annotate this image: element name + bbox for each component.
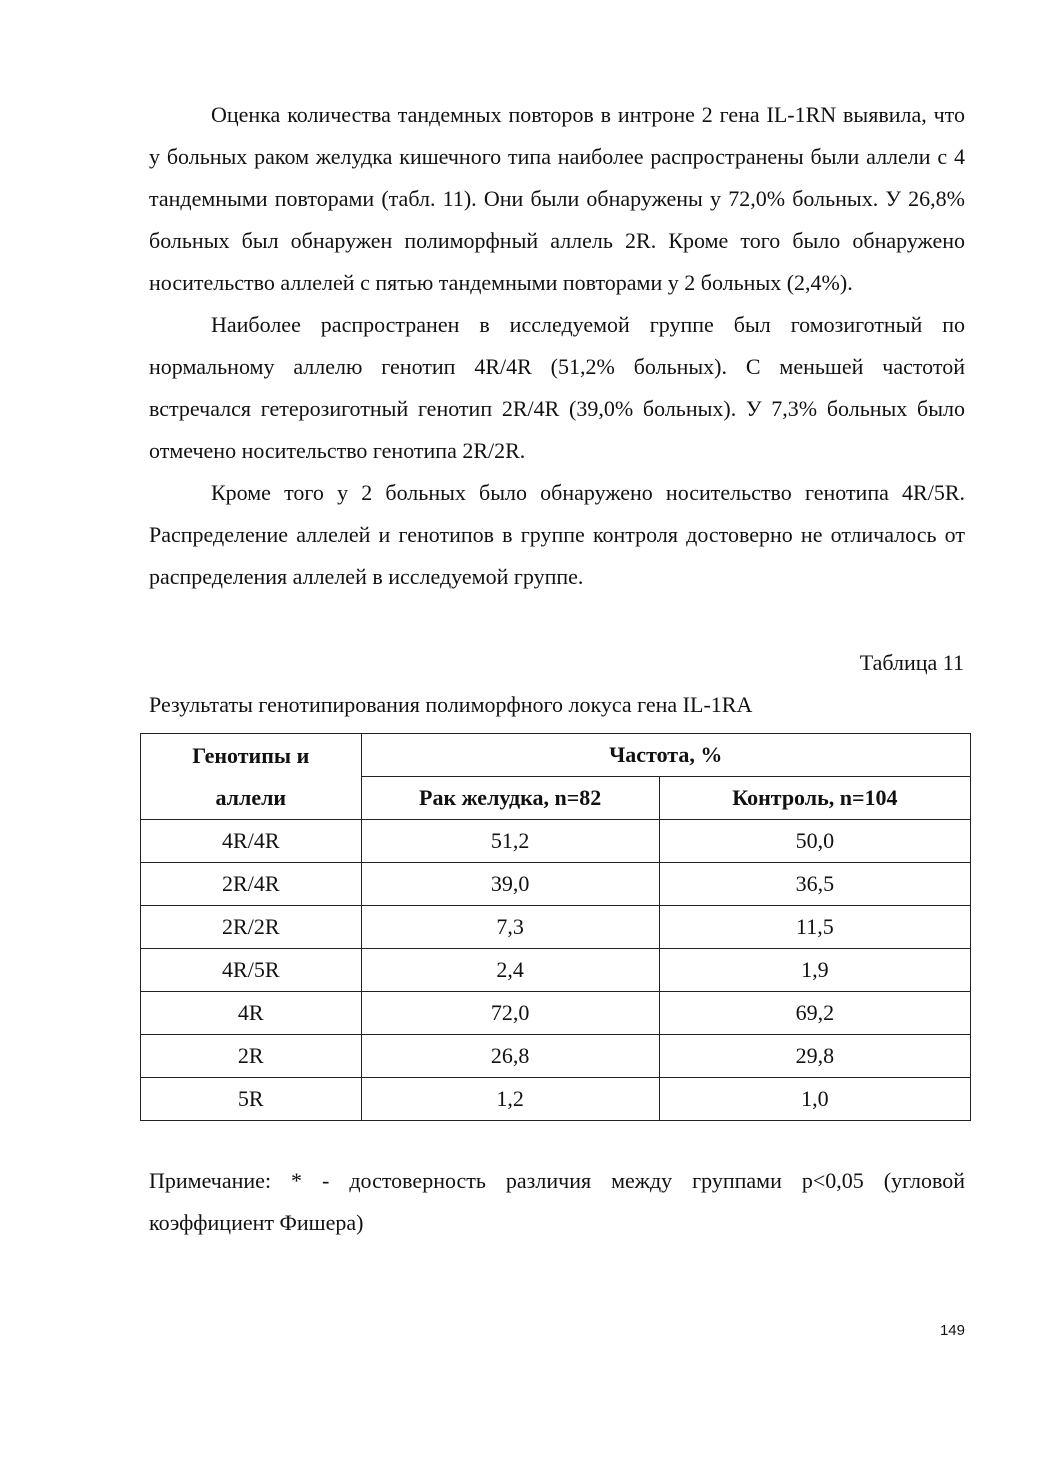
cell-genotype: 4R (141, 992, 362, 1035)
header-genotypes (141, 734, 362, 820)
cell-control: 11,5 (659, 906, 970, 949)
table-row (141, 906, 971, 949)
results-table (140, 733, 971, 1121)
paragraph: Оценка количества тандемных повторов в интроне 2 гена IL-1RN выявила, что у больных раком желудка кишечного типа наиболее распространены были аллели с 4 тандемными повторами (табл. 11). Они были обнаружены у 72,0% больных. У 26,8% больных был обнаружен полиморфный аллель 2R. Кроме того было обнаружено носительство аллелей с пятью тандемными повторами у 2 больных (2,4%). (149, 102, 965, 295)
table-header-row (141, 734, 971, 777)
table-note: Примечание: * - достоверность различия между группами p<0,05 (угловой коэффициент Фишера) (149, 1168, 965, 1235)
cell-control: 29,8 (659, 1035, 970, 1078)
page-number: 149 (939, 1322, 965, 1339)
cell-gastric-cancer: 51,2 (361, 820, 659, 863)
cell-control: 50,0 (659, 820, 970, 863)
cell-gastric-cancer: 39,0 (361, 863, 659, 906)
cell-control: 1,9 (659, 949, 970, 992)
table-row (141, 820, 971, 863)
header-genotypes-line2: аллели (215, 784, 287, 810)
paragraph: Наиболее распространен в исследуемой группе был гомозиготный по нормальному аллелю генотип 4R/4R (51,2% больных). С меньшей частотой встречался гетерозиготный генотип 2R/4R (39,0% больных). У 7,3% больных было отмечено носительство генотипа 2R/2R. (149, 312, 965, 463)
cell-gastric-cancer: 72,0 (361, 992, 659, 1035)
table-body (141, 820, 971, 1121)
table-row (141, 949, 971, 992)
table-caption: Результаты генотипирования полиморфного локуса гена IL-1RA (149, 692, 753, 717)
paragraph: Кроме того у 2 больных было обнаружено носительство генотипа 4R/5R. Распределение аллелей и генотипов в группе контроля достоверно не отличалось от распределения аллелей в исследуемой группе. (149, 480, 965, 589)
table-row (141, 1035, 971, 1078)
table-number: Таблица 11 (859, 650, 964, 675)
cell-control: 69,2 (659, 992, 970, 1035)
cell-control: 1,0 (659, 1078, 970, 1121)
cell-gastric-cancer: 2,4 (361, 949, 659, 992)
cell-gastric-cancer: 7,3 (361, 906, 659, 949)
cell-genotype: 2R (141, 1035, 362, 1078)
table-row (141, 863, 971, 906)
header-genotypes-line1: Генотипы и (192, 742, 310, 768)
cell-control: 36,5 (659, 863, 970, 906)
header-gastric-cancer: Рак желудка, n=82 (361, 777, 659, 820)
header-frequency: Частота, % (361, 734, 970, 777)
cell-genotype: 2R/4R (141, 863, 362, 906)
body-text (149, 94, 965, 598)
cell-genotype: 2R/2R (141, 906, 362, 949)
cell-genotype: 5R (141, 1078, 362, 1121)
cell-gastric-cancer: 26,8 (361, 1035, 659, 1078)
header-control: Контроль, n=104 (659, 777, 970, 820)
table-row (141, 992, 971, 1035)
cell-gastric-cancer: 1,2 (361, 1078, 659, 1121)
cell-genotype: 4R/4R (141, 820, 362, 863)
table-row (141, 1078, 971, 1121)
cell-genotype: 4R/5R (141, 949, 362, 992)
